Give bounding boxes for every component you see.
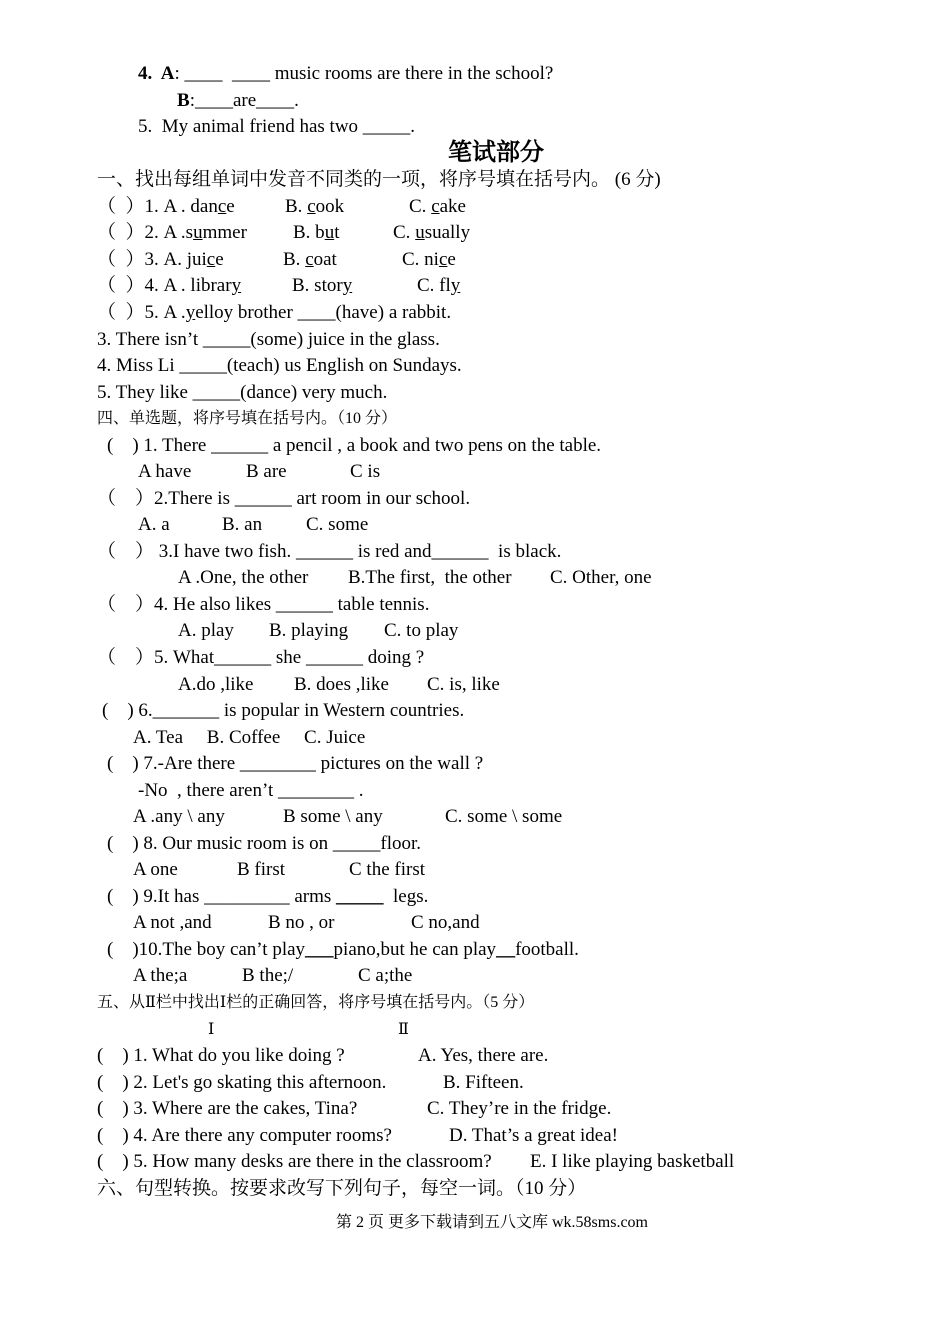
q10-blank-2: __ xyxy=(496,939,516,960)
mc-q3-a: A .One, the other xyxy=(178,567,309,588)
underlined-letter: c xyxy=(438,249,448,270)
match-a4: D. That’s a great idea! xyxy=(449,1125,618,1146)
s1-item-5 xyxy=(97,301,451,325)
opt-c: C. xyxy=(409,196,432,217)
mc-q5: （ ）5. What______ she ______ doing ? xyxy=(97,647,425,668)
fill-item-3: 3. There isn’t _____(some) juice in the glass. xyxy=(97,329,440,350)
mc-q8: ( ) 8. Our music room is on _____floor. xyxy=(107,833,422,854)
match-q4: ( ) 4. Are there any computer rooms? xyxy=(97,1125,392,1146)
opt-b: B. b xyxy=(293,222,325,243)
q10-text-mid: piano,but he can play xyxy=(333,939,497,960)
fill-item-4: 4. Miss Li _____(teach) us English on Sundays. xyxy=(97,355,462,376)
underlined-letter: u xyxy=(324,222,335,243)
s1-item-3-c xyxy=(402,248,456,272)
mc-q8-b: B first xyxy=(237,859,286,880)
mc-q4-b: B. playing xyxy=(269,620,349,641)
section6-heading: 六、句型转换。按要求改写下列句子，每空一词。（10 分） xyxy=(97,1178,587,1199)
underlined-letter: y xyxy=(342,275,353,296)
mc-q9-b: B no , or xyxy=(268,912,335,933)
underlined-letter: y xyxy=(185,302,196,323)
mc-q6-options: A. Tea B. Coffee C. Juice xyxy=(133,727,366,748)
mc-q9-c: C no,and xyxy=(411,912,480,933)
listening-q5: 5. My animal friend has two _____. xyxy=(138,116,416,137)
opt-b: B. stor xyxy=(292,275,343,296)
underlined-letter: c xyxy=(206,249,216,270)
mc-q5-b: B. does ,like xyxy=(294,674,389,695)
q10-text: ( )10.The boy can’t play xyxy=(107,939,306,960)
s1-item-1 xyxy=(97,195,235,219)
underlined-letter: c xyxy=(305,249,314,270)
opt-b-rest: oat xyxy=(313,249,337,270)
mc-q1: ( ) 1. There ______ a pencil , a book and two pens on the table. xyxy=(107,435,602,456)
underlined-letter: c xyxy=(217,196,227,217)
s1-item-3 xyxy=(97,248,224,272)
opt-b-rest: t xyxy=(334,222,340,243)
s1-item-3-b xyxy=(283,248,337,272)
mc-q2: （ ）2.There is ______ art room in our school. xyxy=(97,488,471,509)
opt-a-rest: e xyxy=(226,196,235,217)
underlined-letter: c xyxy=(431,196,440,217)
mc-q7-a: A .any \ any xyxy=(133,806,225,827)
q10-blank-1: ___ xyxy=(305,939,334,960)
mc-q10-c: C a;the xyxy=(358,965,413,986)
opt-b-rest: ook xyxy=(315,196,345,217)
section4-heading: 四、单选题，将序号填在括号内。（10 分） xyxy=(97,410,398,427)
match-q2: ( ) 2. Let's go skating this afternoon. xyxy=(97,1072,387,1093)
mc-q5-a: A.do ,like xyxy=(178,674,254,695)
s1-item-2-b xyxy=(293,221,339,245)
opt-a: （ ）2. A .s xyxy=(97,222,194,243)
opt-c-rest: ake xyxy=(439,196,466,217)
speaker-label: B xyxy=(177,90,190,111)
column-1-label: Ⅰ xyxy=(208,1021,215,1038)
mc-q4-a: A. play xyxy=(178,620,234,641)
opt-a: （ ）1. A . dan xyxy=(97,196,218,217)
mc-q2-a: A. a xyxy=(138,514,170,535)
column-2-label: Ⅱ xyxy=(398,1021,409,1038)
opt-a: （ ）4. A . librar xyxy=(97,275,232,296)
mc-q3-c: C. Other, one xyxy=(550,567,652,588)
mc-q4: （ ）4. He also likes ______ table tennis. xyxy=(97,594,430,615)
s1-item-2 xyxy=(97,221,247,245)
opt-a: （ ）5. A . xyxy=(97,302,186,323)
mc-q3: （ ） 3.I have two fish. ______ is red and______ is black. xyxy=(97,541,562,562)
match-q3: ( ) 3. Where are the cakes, Tina? xyxy=(97,1098,358,1119)
s1-item-4-b xyxy=(292,274,352,298)
mc-q6: ( ) 6._______ is popular in Western countries. xyxy=(102,700,465,721)
match-a5: E. I like playing basketball xyxy=(530,1151,735,1172)
mc-q5-c: C. is, like xyxy=(427,674,500,695)
s1-item-4-c xyxy=(417,274,460,298)
page-title: 笔试部分 xyxy=(448,138,544,166)
opt-c-rest: e xyxy=(447,249,456,270)
opt-a: （ ）3. A. jui xyxy=(97,249,207,270)
opt-c: C. fl xyxy=(417,275,451,296)
mc-q1-c: C is xyxy=(350,461,381,482)
s1-item-4 xyxy=(97,274,241,298)
mc-q9-a: A not ,and xyxy=(133,912,212,933)
opt-a-rest: mmer xyxy=(202,222,247,243)
underlined-letter: u xyxy=(193,222,203,243)
opt-c: C. xyxy=(393,222,416,243)
listening-q4-a xyxy=(138,62,553,86)
mc-q10-a: A the;a xyxy=(133,965,188,986)
q9-text: ( ) 9.It has _________ arms xyxy=(107,886,337,907)
match-q5: ( ) 5. How many desks are there in the classroom? xyxy=(97,1151,492,1172)
q9-text-end: legs. xyxy=(383,886,429,907)
match-a2: B. Fifteen. xyxy=(443,1072,524,1093)
mc-q2-c: C. some xyxy=(306,514,369,535)
mc-q7: ( ) 7.-Are there ________ pictures on the wall ? xyxy=(107,753,484,774)
opt-a-rest: e xyxy=(215,249,224,270)
opt-a-rest: elloy brother ____(have) a rabbit. xyxy=(195,302,452,323)
mc-q1-a: A have xyxy=(138,461,192,482)
mc-q10 xyxy=(107,938,579,962)
opt-b: B. xyxy=(285,196,308,217)
mc-q7-b: -No , there aren’t ________ . xyxy=(138,780,364,801)
page-footer: 第 2 页 更多下载请到五八文库 wk.58sms.com xyxy=(336,1214,649,1231)
q10-text-end: football. xyxy=(515,939,579,960)
section1-heading: 一、找出每组单词中发音不同类的一项，将序号填在括号内。 (6 分) xyxy=(97,169,661,190)
mc-q3-b: B.The first, the other xyxy=(348,567,512,588)
match-a3: C. They’re in the fridge. xyxy=(427,1098,612,1119)
s1-item-1-b xyxy=(285,195,344,219)
opt-c: C. ni xyxy=(402,249,439,270)
section5-heading: 五、从Ⅱ栏中找出Ⅰ栏的正确回答，将序号填在括号内。（5 分） xyxy=(97,994,535,1011)
match-q1: ( ) 1. What do you like doing ? xyxy=(97,1045,345,1066)
mc-q8-a: A one xyxy=(133,859,178,880)
mc-q7-opt-b: B some \ any xyxy=(283,806,383,827)
mc-q1-b: B are xyxy=(246,461,287,482)
mc-q4-c: C. to play xyxy=(384,620,459,641)
mc-q9 xyxy=(107,885,428,909)
mc-q7-c: C. some \ some xyxy=(445,806,563,827)
q4-a-text: : ____ ____ music rooms are there in the school? xyxy=(174,63,554,84)
mc-q2-b: B. an xyxy=(222,514,263,535)
s1-item-2-c xyxy=(393,221,470,245)
q9-blank: _____ xyxy=(336,886,384,907)
listening-q4-b xyxy=(177,89,299,113)
q4-b-text: :____are____. xyxy=(189,90,299,111)
opt-b: B. xyxy=(283,249,306,270)
opt-c-rest: sually xyxy=(424,222,471,243)
mc-q10-b: B the;/ xyxy=(242,965,294,986)
underlined-letter: c xyxy=(307,196,316,217)
speaker-label: 4. A xyxy=(138,63,175,84)
fill-item-5: 5. They like _____(dance) very much. xyxy=(97,382,388,403)
underlined-letter: y xyxy=(231,275,242,296)
underlined-letter: y xyxy=(450,275,461,296)
match-a1: A. Yes, there are. xyxy=(418,1045,549,1066)
underlined-letter: u xyxy=(415,222,425,243)
s1-item-1-c xyxy=(409,195,466,219)
mc-q8-c: C the first xyxy=(349,859,425,880)
